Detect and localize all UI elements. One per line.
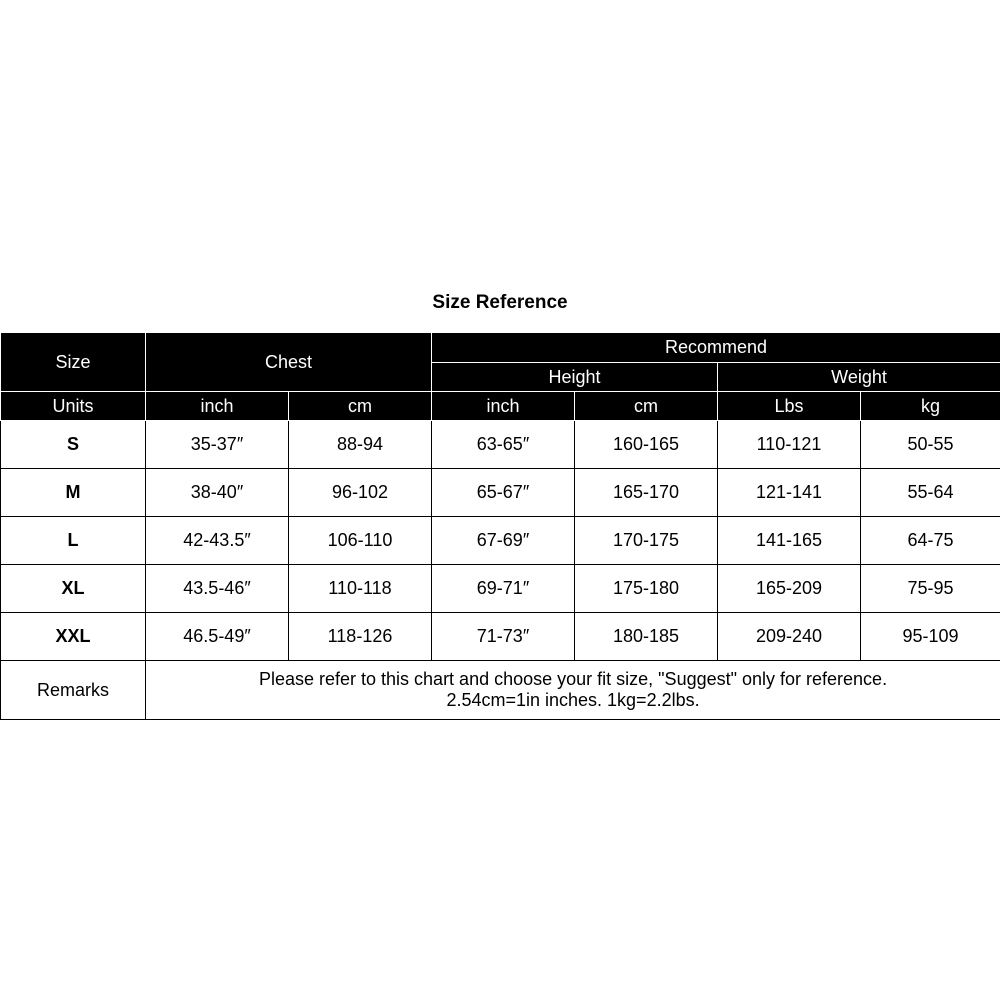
size-label: XXL — [1, 613, 146, 661]
weight-kg-value: 55-64 — [861, 469, 1000, 517]
height-cm-value: 170-175 — [575, 517, 718, 565]
header-unit-weight-lbs: Lbs — [718, 392, 861, 421]
size-label: M — [1, 469, 146, 517]
height-inch-value: 65-67″ — [432, 469, 575, 517]
weight-kg-value: 75-95 — [861, 565, 1000, 613]
chest-inch-value: 35-37″ — [146, 421, 289, 469]
page-title: Size Reference — [432, 292, 568, 313]
height-cm-value: 180-185 — [575, 613, 718, 661]
table-row — [1, 613, 1000, 661]
header-unit-chest-cm: cm — [289, 392, 432, 421]
header-recommend: Recommend — [432, 333, 1000, 363]
height-cm-value: 160-165 — [575, 421, 718, 469]
weight-lbs-value: 141-165 — [718, 517, 861, 565]
chest-cm-value: 96-102 — [289, 469, 432, 517]
height-inch-value: 71-73″ — [432, 613, 575, 661]
header-unit-height-inch: inch — [432, 392, 575, 421]
remarks-row — [1, 661, 1000, 720]
header-unit-weight-kg: kg — [861, 392, 1000, 421]
header-height: Height — [432, 363, 718, 392]
chest-cm-value: 118-126 — [289, 613, 432, 661]
size-label: S — [1, 421, 146, 469]
weight-kg-value: 50-55 — [861, 421, 1000, 469]
height-inch-value: 63-65″ — [432, 421, 575, 469]
weight-kg-value: 64-75 — [861, 517, 1000, 565]
weight-lbs-value: 165-209 — [718, 565, 861, 613]
header-size: Size — [1, 333, 146, 392]
remarks-label: Remarks — [1, 661, 146, 720]
table-row — [1, 421, 1000, 469]
header-unit-height-cm: cm — [575, 392, 718, 421]
header-chest: Chest — [146, 333, 432, 392]
chest-cm-value: 106-110 — [289, 517, 432, 565]
header-units-label: Units — [1, 392, 146, 421]
size-label: XL — [1, 565, 146, 613]
chest-cm-value: 110-118 — [289, 565, 432, 613]
size-label: L — [1, 517, 146, 565]
table-row — [1, 517, 1000, 565]
chest-inch-value: 46.5-49″ — [146, 613, 289, 661]
weight-lbs-value: 110-121 — [718, 421, 861, 469]
chest-inch-value: 42-43.5″ — [146, 517, 289, 565]
size-reference-table — [0, 332, 1000, 720]
chest-inch-value: 43.5-46″ — [146, 565, 289, 613]
remarks-text — [146, 661, 1000, 720]
header-weight: Weight — [718, 363, 1000, 392]
height-cm-value: 175-180 — [575, 565, 718, 613]
remarks-line: 2.54cm=1in inches. 1kg=2.2lbs. — [446, 690, 700, 710]
weight-kg-value: 95-109 — [861, 613, 1000, 661]
table-row — [1, 469, 1000, 517]
height-inch-value: 67-69″ — [432, 517, 575, 565]
weight-lbs-value: 121-141 — [718, 469, 861, 517]
chest-cm-value: 88-94 — [289, 421, 432, 469]
height-inch-value: 69-71″ — [432, 565, 575, 613]
table-row — [1, 565, 1000, 613]
height-cm-value: 165-170 — [575, 469, 718, 517]
chest-inch-value: 38-40″ — [146, 469, 289, 517]
weight-lbs-value: 209-240 — [718, 613, 861, 661]
header-unit-chest-inch: inch — [146, 392, 289, 421]
remarks-line: Please refer to this chart and choose your fit size, "Suggest" only for reference. — [258, 669, 888, 689]
